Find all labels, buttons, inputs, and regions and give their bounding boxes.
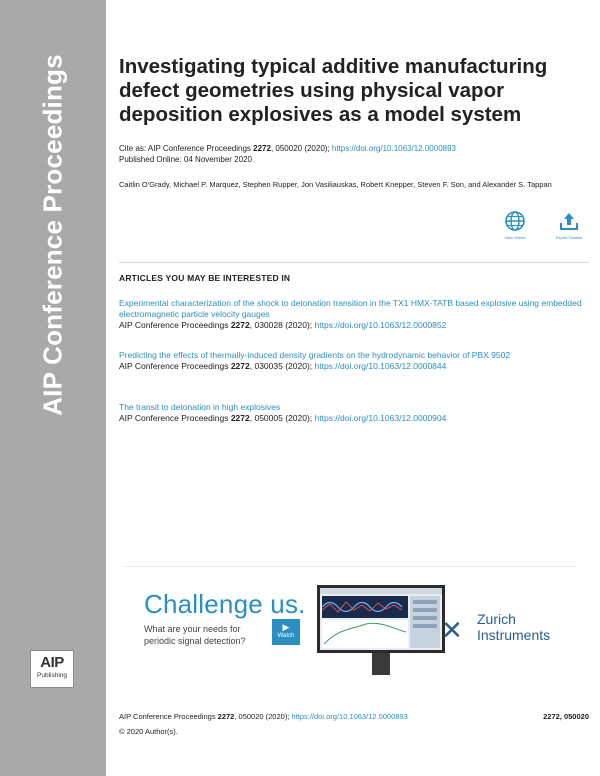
view-online-label: View Online <box>504 235 526 240</box>
page-footer <box>119 712 589 721</box>
footer-page-ref: 2272, 050020 <box>543 712 589 721</box>
export-citation-label: Export Citation <box>555 235 583 240</box>
related-article <box>119 402 589 424</box>
ad-watch-button[interactable] <box>272 619 300 645</box>
related-articles-heading: ARTICLES YOU MAY BE INTERESTED IN <box>119 273 291 283</box>
related-article-title-link[interactable]: Predicting the effects of thermally-induced density gradients on the hydrodynamic behavior of PBX 9502 <box>119 350 511 360</box>
footer-doi-link[interactable]: https://doi.org/10.1063/12.0000893 <box>291 712 408 721</box>
article-ref-prefix: AIP Conference Proceedings <box>119 320 231 330</box>
export-citation-button[interactable] <box>550 210 588 240</box>
article-ref-prefix: AIP Conference Proceedings <box>119 361 231 371</box>
article-doi-link[interactable]: https://doi.org/10.1063/12.0000852 <box>314 320 447 330</box>
logo-subtext: Publishing <box>37 672 67 679</box>
article-doi-link[interactable]: https://doi.org/10.1063/12.0000904 <box>314 413 447 423</box>
author-list: Caitlin O'Grady, Michael P. Marquez, Stephen Rupper, Jon Vasiliauskas, Robert Knepper, Steven F. Son, and Alexander S. Tappan <box>119 180 552 189</box>
cite-suffix: , 050020 (2020); <box>270 144 332 153</box>
paper-title: Investigating typical additive manufacturing defect geometries using physical vapor deposition explosives as a model system <box>119 55 548 126</box>
footer-prefix: AIP Conference Proceedings <box>119 712 218 721</box>
logo-text: AIP <box>40 654 64 671</box>
article-doi-link[interactable]: https://doi.org/10.1063/12.0000844 <box>314 361 447 371</box>
article-ref-volume: 2272 <box>230 320 250 330</box>
article-ref-volume: 2272 <box>230 361 250 371</box>
ad-headline: Challenge us. <box>144 589 306 619</box>
globe-icon <box>504 210 526 232</box>
related-article-title-link[interactable]: Experimental characterization of the shock to detonation transition in the TX1 HMX-TATB based explosive using embedded electromagnetic particle velocity gauges <box>119 298 582 319</box>
journal-name: AIP Conference Proceedings <box>37 54 68 416</box>
copyright-notice: © 2020 Author(s). <box>119 727 178 736</box>
related-article-title-link[interactable]: The transit to detonation in high explosives <box>119 402 281 412</box>
ad-monitor-stand <box>372 653 390 675</box>
footer-volume: 2272 <box>217 712 235 721</box>
footer-suffix: , 050020 (2020); <box>234 712 292 721</box>
ad-screen <box>320 588 442 650</box>
view-online-button[interactable] <box>496 210 534 240</box>
advertisement-banner[interactable] <box>124 566 576 679</box>
sidebar <box>0 0 106 776</box>
related-article <box>119 298 589 331</box>
article-ref-volume: 2272 <box>230 413 250 423</box>
related-article <box>119 350 589 372</box>
ad-brand-line2: Instruments <box>477 627 551 643</box>
export-icon <box>558 210 580 232</box>
ad-watch-label: Watch <box>277 633 295 639</box>
article-ref-suffix: , 030035 (2020); <box>249 361 315 371</box>
citation-block <box>119 143 589 165</box>
ad-monitor-image <box>317 585 445 653</box>
play-icon: ▶ <box>282 622 290 632</box>
ad-brand <box>477 611 550 643</box>
divider <box>119 262 589 263</box>
article-ref-prefix: AIP Conference Proceedings <box>119 413 231 423</box>
doi-link[interactable]: https://doi.org/10.1063/12.0000893 <box>331 144 456 153</box>
article-ref-suffix: , 030028 (2020); <box>249 320 315 330</box>
aip-publishing-logo[interactable] <box>30 650 74 688</box>
cite-volume: 2272 <box>253 144 271 153</box>
article-ref-suffix: , 050005 (2020); <box>249 413 315 423</box>
cite-prefix: Cite as: AIP Conference Proceedings <box>119 144 254 153</box>
signal-plot-image <box>320 588 442 650</box>
ad-question: What are your needs for periodic signal detection? <box>144 624 246 646</box>
published-date: Published Online: 04 November 2020 <box>119 155 252 164</box>
zurich-instruments-logo-icon: ✕ <box>441 615 463 645</box>
ad-brand-line1: Zurich <box>477 611 516 627</box>
